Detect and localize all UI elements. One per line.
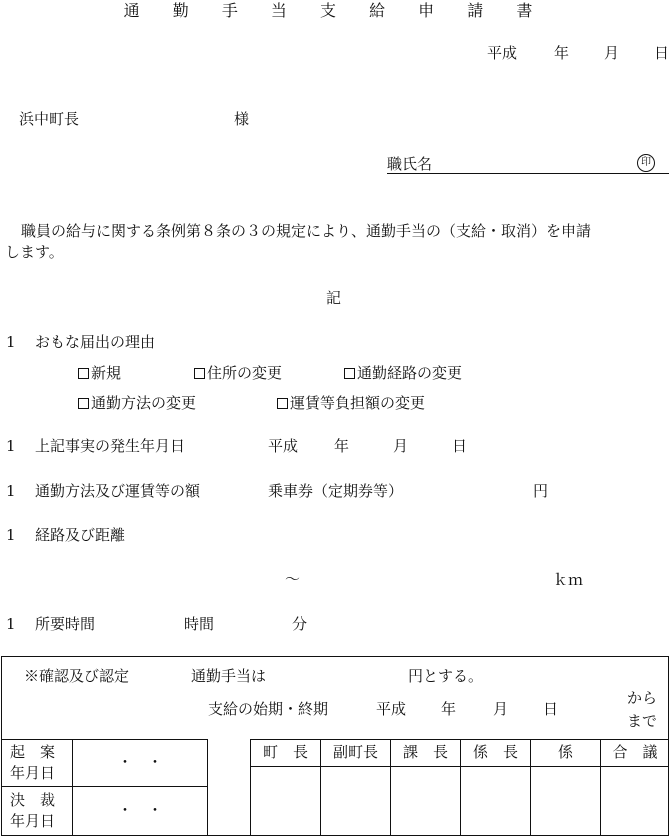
distance-unit: ｋｍ — [553, 571, 584, 589]
date-year: 年 — [554, 44, 570, 62]
checkbox-icon[interactable] — [277, 398, 288, 409]
stamp-cell-section-chief[interactable] — [391, 767, 460, 835]
item5-minutes: 分 — [292, 615, 308, 633]
period-month: 月 — [493, 700, 509, 718]
option-route-change-label: 通勤経路の変更 — [357, 364, 463, 382]
left-table-right — [207, 739, 208, 836]
period-label: 支給の始期・終期 — [208, 700, 329, 718]
document-title: 通 勤 手 当 支 給 申 請 書 — [123, 1, 547, 20]
item3-unit: 円 — [533, 482, 549, 500]
item5-hours: 時間 — [184, 615, 215, 633]
checkbox-icon[interactable] — [194, 368, 205, 379]
body-text-line1: 職員の給与に関する条例第８条の３の規定により、通勤手当の（支給・取消）を申請 — [21, 222, 592, 240]
item2-day: 日 — [452, 437, 468, 455]
item5-number: 1 — [6, 615, 16, 633]
item2-era: 平成 — [268, 437, 299, 455]
confirm-amount-suffix: 円とする。 — [408, 667, 484, 685]
item2-label: 上記事実の発生年月日 — [35, 437, 186, 455]
option-address-change[interactable] — [194, 364, 282, 382]
option-fare-change-label: 運賃等負担額の変更 — [290, 394, 426, 412]
stamp-cell-consultation[interactable] — [601, 767, 669, 835]
left-table-mid — [1, 786, 207, 787]
decision-label-line2: 年月日 — [10, 812, 56, 830]
option-new-label: 新規 — [91, 364, 122, 382]
option-address-change-label: 住所の変更 — [207, 364, 283, 382]
route-tilde: 〜 — [285, 570, 301, 588]
item3-ticket: 乗車券（定期券等） — [268, 482, 404, 500]
body-text-line2: します。 — [5, 243, 64, 261]
role-mayor: 町 長 — [262, 743, 308, 761]
date-day: 日 — [654, 44, 670, 62]
role-section-chief: 課 長 — [402, 743, 448, 761]
seal-mark: 印 — [637, 154, 655, 172]
period-day: 日 — [543, 700, 559, 718]
item4-label: 経路及び距離 — [35, 526, 126, 544]
confirm-allowance: 通勤手当は — [191, 667, 267, 685]
item5-label: 所要時間 — [35, 615, 96, 633]
item2-year: 年 — [334, 437, 350, 455]
ki-heading: 記 — [326, 289, 342, 307]
draft-date[interactable]: ・ ・ — [117, 753, 163, 771]
item1-label: おもな届出の理由 — [35, 333, 156, 351]
item2-month: 月 — [393, 437, 409, 455]
confirm-label: ※確認及び認定 — [24, 667, 130, 685]
item3-label: 通勤方法及び運賃等の額 — [35, 482, 201, 500]
option-method-change[interactable] — [78, 394, 196, 412]
date-month: 月 — [604, 44, 620, 62]
applicant-underline — [387, 173, 669, 174]
role-consultation: 合 議 — [612, 743, 658, 761]
applicant-label: 職氏名 — [387, 155, 433, 173]
role-subsection-chief: 係 長 — [472, 743, 518, 761]
period-from: から — [627, 689, 658, 707]
option-route-change[interactable] — [344, 364, 462, 382]
stamp-cell-subsection-chief[interactable] — [461, 767, 530, 835]
period-year: 年 — [441, 700, 457, 718]
checkbox-icon[interactable] — [78, 368, 89, 379]
decision-date[interactable]: ・ ・ — [117, 801, 163, 819]
checkbox-icon[interactable] — [344, 368, 355, 379]
item2-number: 1 — [6, 437, 16, 455]
left-table-top — [1, 739, 207, 740]
role-staff: 係 — [557, 743, 573, 761]
item1-number: 1 — [6, 333, 16, 351]
role-deputy-mayor: 副町長 — [332, 743, 378, 761]
option-method-change-label: 通勤方法の変更 — [91, 394, 197, 412]
addressee-honorific: 様 — [234, 110, 250, 128]
item3-number: 1 — [6, 482, 16, 500]
item4-number: 1 — [6, 526, 16, 544]
stamp-cell-staff[interactable] — [531, 767, 600, 835]
option-new[interactable] — [78, 364, 121, 382]
draft-label-line2: 年月日 — [10, 764, 56, 782]
addressee-name: 浜中町長 — [19, 110, 80, 128]
option-fare-change[interactable] — [277, 394, 425, 412]
stamp-cell-mayor[interactable] — [251, 767, 320, 835]
period-era: 平成 — [376, 700, 407, 718]
stamp-cell-deputy-mayor[interactable] — [321, 767, 390, 835]
date-era: 平成 — [487, 44, 518, 62]
decision-label-line1: 決 裁 — [10, 791, 56, 809]
period-until: まで — [627, 712, 658, 730]
checkbox-icon[interactable] — [78, 398, 89, 409]
draft-label-line1: 起 案 — [10, 743, 56, 761]
